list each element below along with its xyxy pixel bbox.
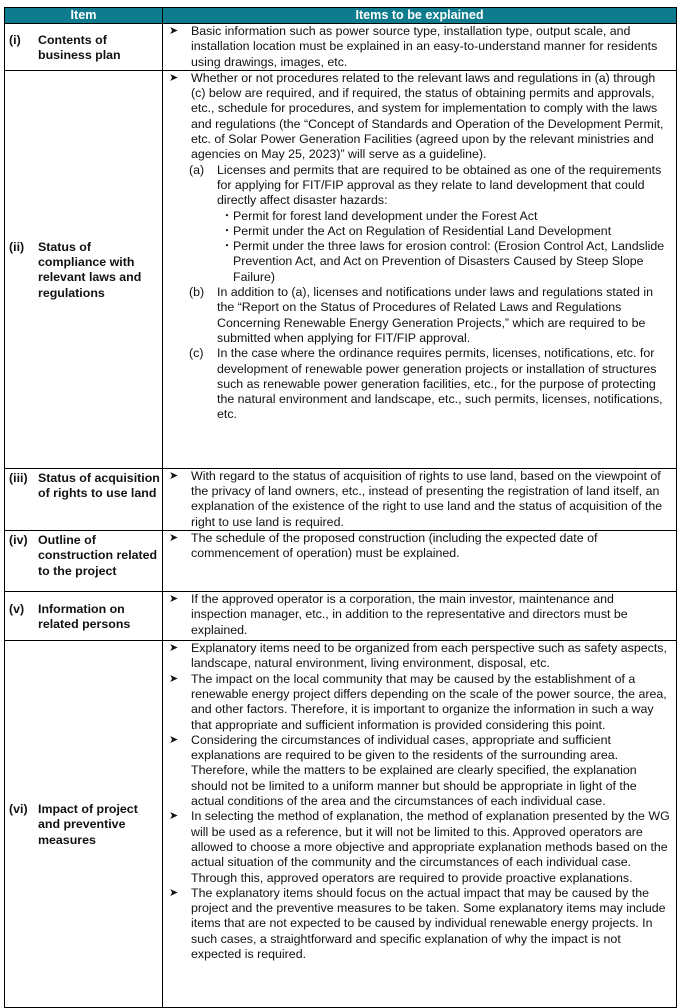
header-items-to-be-explained: Items to be explained [163, 8, 677, 24]
arrow-bullet-icon: ➤ [169, 733, 179, 746]
table-row-vi [5, 641, 677, 1008]
item-title: Status of acquisition of rights to use land [38, 470, 160, 501]
arrow-bullet-icon: ➤ [169, 642, 179, 655]
item-title: Impact of project and preventive measures [38, 802, 138, 847]
dot-bullet-icon: ･ [223, 223, 231, 238]
table-row-ii [5, 70, 677, 468]
bullet-item: ➤ The impact on the local community that may be caused by the establishment of a renewable energy project differs depending on the scale of the power source, the area, and other factors. Therefore, it is important to organize the information in such a way that appropriate and sufficient information is provided considering this point. [169, 671, 667, 732]
arrow-bullet-icon: ➤ [169, 672, 179, 685]
description-cell [163, 468, 677, 530]
dot-bullet-icon: ･ [223, 208, 231, 223]
arrow-bullet-icon: ➤ [169, 593, 179, 606]
bullet-item: ➤ In selecting the method of explanation, the method of explanation presented by the WG will be used as a reference, but it will not be limited to this. Approved operators are allowed to choose a more objective and appropriate explanation methods based on the actual situation of the community and the circumstances of each individual case. Through this, approved operators are required to provide proactive explanations. [169, 809, 670, 885]
arrow-bullet-icon: ➤ [169, 886, 179, 899]
arrow-bullet-icon: ➤ [169, 810, 179, 823]
description-cell [163, 592, 677, 641]
description-cell [163, 531, 677, 592]
description-cell [163, 24, 677, 71]
description-cell [163, 70, 677, 468]
item-title: Contents of business plan [38, 32, 121, 62]
arrow-bullet-icon: ➤ [169, 469, 179, 482]
header-item: Item [5, 8, 163, 24]
item-number: (vi) [9, 802, 28, 817]
dot-item: ･ Permit for forest land development under the Forest Act [221, 209, 670, 224]
item-cell [5, 70, 163, 468]
item-cell [5, 641, 163, 1008]
bullet-item: ➤ Considering the circumstances of individual cases, appropriate and sufficient explanations are required to be given to the residents of the surrounding area. Therefore, while the matters to be explained are clearly specified, the explanation should not be limited to a uniform manner but should be appropriate in light of the actual conditions of the area and the circumstances of each individual case. [169, 732, 637, 809]
sub-label: (c) [189, 346, 204, 361]
bullet-item: ➤ Whether or not procedures related to the relevant laws and regulations in (a) through (c) below are required, and if required, the status of obtaining permits and approvals, etc., schedule for procedures, and system for implementation to comply with the laws and regulations (the “Concept of Standards and Operation of the Development Permit, etc. of Solar Power Generation Facilities (agreed upon by the relevant ministries and agencies on May 25, 2023)” will serve as a guideline). [169, 70, 664, 162]
item-cell [5, 24, 163, 71]
bullet-item: ➤ Explanatory items need to be organized from each perspective such as safety aspects, landscape, natural environment, living environment, disposal, etc. [169, 641, 667, 671]
arrow-bullet-icon: ➤ [169, 25, 179, 37]
bullet-item: ➤ Basic information such as power source type, installation type, output scale, and installation location must be explained in an easy-to-understand manner for residents using drawings, images, etc. [169, 24, 658, 69]
sub-label: (a) [189, 162, 205, 177]
bullet-item: ➤ With regard to the status of acquisition of rights to use land, based on the viewpoint of the privacy of land owners, etc., instead of presenting the registration of land itself, an explanation of the existence of the right to use land and the status of acquisition of the right to use land is required. [169, 468, 663, 529]
item-title: Outline of construction related to the project [38, 533, 158, 578]
dot-bullet-icon: ･ [223, 239, 231, 254]
dot-item: ･ Permit under the three laws for erosion control: (Erosion Control Act, Landslide Prevention Act, and Act on Prevention of Disasters Caused by Steep Slope Failure) [221, 239, 670, 285]
bullet-item: ➤ The schedule of the proposed construction (including the expected date of commencement of operation) must be explained. [169, 531, 598, 561]
table-row-i [5, 24, 677, 71]
sub-item-a: (a) Licenses and permits that are required to be obtained as one of the requirements for applying for FIT/FIP approval as they relate to land development that could directly affect disaster hazards: ･ Permit for forest land development under the Forest Act ･ Permit under the Act on Regulation of Residential Land Development ･ Permit under the three laws for erosion control: (Erosion Control Act, Landslide Prevention Act, and Act on Prevention of Disasters Caused by Steep Slope Failure) [189, 163, 670, 285]
arrow-bullet-icon: ➤ [169, 532, 179, 545]
item-cell [5, 468, 163, 530]
item-number: (i) [9, 32, 21, 47]
sub-item-b: (b) In addition to (a), licenses and notifications under laws and regulations stated in the “Report on the Status of Procedures of Related Laws and Regulations Concerning Renewable Energy Generation Projects,” which are required to be submitted when applying for FIT/FIP approval. [189, 285, 654, 345]
arrow-bullet-icon: ➤ [169, 71, 179, 84]
table-header-row [5, 8, 677, 24]
table-row-iii [5, 468, 677, 530]
item-title: Status of compliance with relevant laws and regulations [38, 239, 142, 300]
description-cell [163, 641, 677, 1008]
sub-label: (b) [189, 285, 205, 300]
item-number: (v) [9, 601, 25, 616]
item-cell [5, 592, 163, 641]
explanation-items-table [4, 7, 677, 1008]
bullet-item: ➤ The explanatory items should focus on the actual impact that may be caused by the project and the preventive measures to be taken. Some explanatory items may include items that are not expected to be caused by individual renewable energy projects. In such cases, a straightforward and specific explanation of why the impact is not expected is required. [169, 885, 666, 962]
item-number: (ii) [9, 239, 25, 254]
table-row-v [5, 592, 677, 641]
item-number: (iii) [9, 470, 28, 485]
table-row-iv [5, 531, 677, 592]
dot-item: ･ Permit under the Act on Regulation of Residential Land Development [221, 224, 670, 239]
item-cell [5, 531, 163, 592]
sub-item-c: (c) In the case where the ordinance requires permits, licenses, notifications, etc. for development of renewable power generation projects or installation of structures such as renewable power generation facilities, etc., for the purpose of protecting the natural environment and landscape, etc., such permits, licenses, notifications, etc. [189, 346, 663, 422]
bullet-item: ➤ If the approved operator is a corporation, the main investor, maintenance and inspection manager, etc., in addition to the representative and directors must be explained. [169, 592, 628, 637]
item-title: Information on related persons [38, 601, 131, 632]
item-number: (iv) [9, 533, 28, 548]
